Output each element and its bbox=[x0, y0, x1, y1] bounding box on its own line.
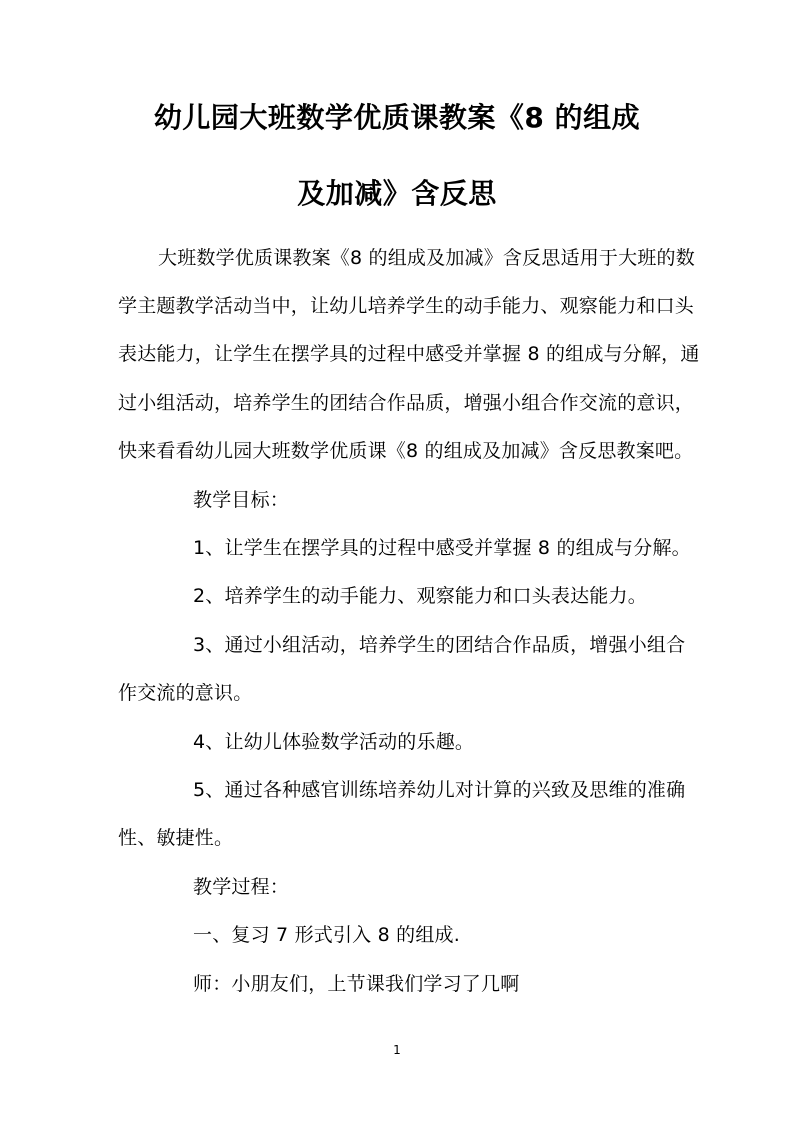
goal-1: 1、让学生在摆学具的过程中感受并掌握 8 的组成与分解。 bbox=[193, 537, 691, 559]
goal-3-line-1: 3、通过小组活动，培养学生的团结合作品质，增强小组合 bbox=[193, 634, 686, 656]
goal-5-line-2: 性、敏捷性。 bbox=[118, 827, 234, 849]
goal-2: 2、培养学生的动手能力、观察能力和口头表达能力。 bbox=[193, 585, 647, 607]
teacher-line: 师：小朋友们，上节课我们学习了几啊 bbox=[193, 973, 520, 995]
intro-line-4: 过小组活动，培养学生的团结合作品质，增强小组合作交流的意识， bbox=[118, 392, 695, 414]
intro-line-5: 快来看看幼儿园大班数学优质课《8 的组成及加减》含反思教案吧。 bbox=[118, 440, 694, 462]
process-heading: 教学过程： bbox=[193, 876, 290, 898]
goal-4: 4、让幼儿体验数学活动的乐趣。 bbox=[193, 731, 475, 753]
intro-line-3: 表达能力，让学生在摆学具的过程中感受并掌握 8 的组成与分解，通 bbox=[118, 343, 700, 365]
goals-heading: 教学目标： bbox=[193, 489, 290, 511]
intro-line-2: 学主题教学活动当中，让幼儿培养学生的动手能力、观察能力和口头 bbox=[118, 295, 695, 317]
intro-line-1: 大班数学优质课教案《8 的组成及加减》含反思适用于大班的数 bbox=[158, 247, 695, 269]
step-1: 一、复习 7 形式引入 8 的组成. bbox=[193, 924, 460, 946]
page-number: 1 bbox=[393, 1043, 401, 1057]
document-title-line-2: 及加减》含反思 bbox=[297, 177, 497, 210]
document-title-line-1: 幼儿园大班数学优质课教案《8 的组成 bbox=[153, 101, 641, 134]
goal-3-line-2: 作交流的意识。 bbox=[118, 682, 253, 704]
goal-5-line-1: 5、通过各种感官训练培养幼儿对计算的兴致及思维的准确 bbox=[193, 779, 686, 801]
